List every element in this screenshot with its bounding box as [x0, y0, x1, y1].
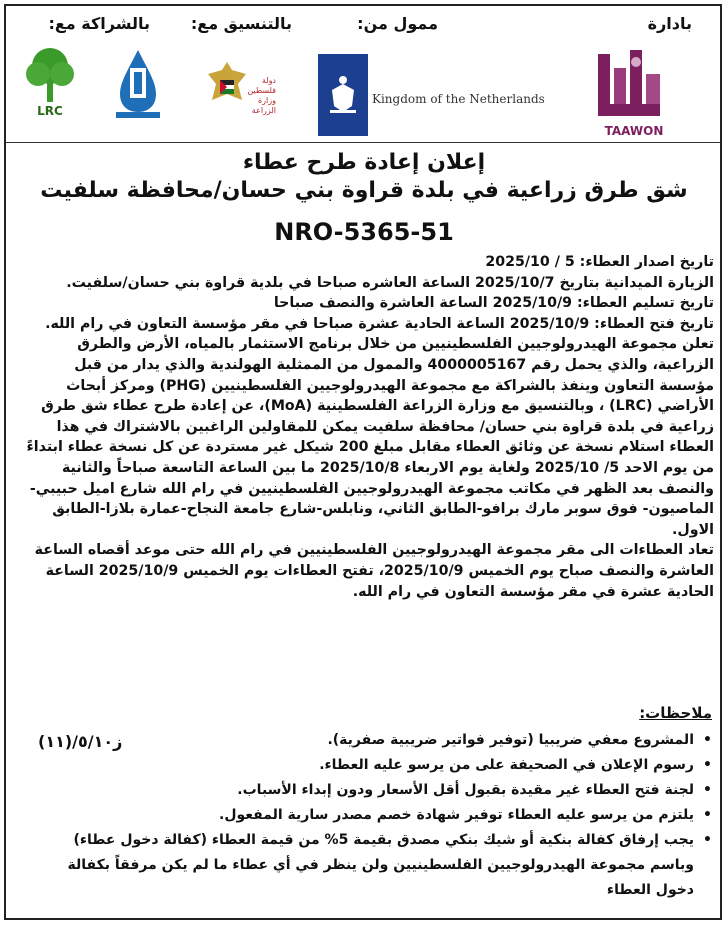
issue-date: تاريخ اصدار العطاء: 5 / 2025/10 — [485, 254, 714, 270]
logo-header — [6, 6, 720, 140]
taawon-logo-text: TAAWON — [604, 124, 664, 138]
header-divider — [6, 142, 720, 143]
submission-date: تاريخ تسليم العطاء: 2025/10/9 الساعة العاشرة والنصف صباحا — [273, 295, 714, 312]
project-title: شق طرق زراعية في بلدة قراوة بني حسان/محافظة سلفيت — [40, 178, 688, 203]
netherlands-text: Kingdom of the Netherlands — [372, 92, 545, 106]
coordination-label: بالتنسيق مع: — [190, 14, 292, 33]
opening-date: تاريخ فتح العطاء: 2025/10/9 الساعة الحادية عشرة صباحا في مقر مؤسسة التعاون في رام الله. — [45, 315, 714, 332]
netherlands-logo — [318, 54, 368, 136]
lrc-logo-text: LRC — [37, 104, 63, 118]
netherlands-coat-of-arms-icon — [318, 54, 368, 136]
note-item: • المشروع معفي ضريبيا (توفير فواتير ضريبية صفرية). — [114, 728, 714, 753]
note-item: • يجب إرفاق كفالة بنكية أو شيك بنكي مصدق بقيمة 5% من قيمة العطاء (كفالة دخول عطاء) وباسم مجموعة الهيدرولوجيين الفلسطينيين ولن ينظر في أي عطاء ما لم يكن مرفقاً بكفالة دخول العطاء — [54, 828, 714, 903]
managed-by-label: بادارة — [647, 14, 692, 33]
lrc-logo — [22, 44, 78, 104]
tender-reference: NRO-5365-51 — [274, 218, 454, 246]
note-item: • رسوم الإعلان في الصحيفة على من يرسو عليه العطاء. — [114, 753, 714, 778]
note-item: • لجنة فتح العطاء غير مقيدة بقبول أقل الأسعار ودون إبداء الأسباب. — [114, 778, 714, 803]
site-visit: الزيارة الميدانية بتاريخ 2025/10/7 الساعة العاشره صباحا في بلدية قراوة بني حسان/سلفيت. — [66, 274, 714, 291]
phg-logo — [110, 46, 166, 124]
note-item: • يلتزم من يرسو عليه العطاء توفير شهادة خصم مصدر سارية المفعول. — [114, 803, 714, 828]
moa-logo-text: دولة فلسطين وزارة الزراعة — [247, 76, 276, 115]
main-paragraph: تعلن مجموعة الهيدرولوجيين الفلسطينيين من خلال برنامج الاستثمار بالمياه، الأرض والطرق الزراعية، والذي يحمل رقم 4000005167 والممول من الممثلية الهولندية والذي يدار من قبل مؤسسة التعاون وينفذ بالشراكة مع مجموعة الهيدرولوجيين الفلسطينيين (PHG) ومركز أبحاث الأراضي (LRC) ، وبالتنسيق مع وزارة الزراعة الفلسطينية (MoA)، عن إعادة طرح عطاء شق طرق زراعية في بلدة قراوة بني حسان/ محافظة سلفيت يمكن للمقاولين الراغبين بالاشتراك في هذا العطاء استلام نسخة عن وثائق العطاء مقابل مبلغ 200 شيكل غير مستردة عن كل نسخة عطاء ابتداءً من يوم الاحد 5/ 2025/10 ولغاية يوم الاربعاء 2025/10/8 ما بين الساعة التاسعة صباحاً والثانية والنصف بعد الظهر في مكاتب مجموعة الهيدرولوجيين الفلسطينيين في رام الله شارع اميل حبيبي- الماصيون- فوق سوبر مارك برافو-الطابق الثاني، ونابلس-شارع جامعة النجاح-عمارة بلازا-الطابق الاول. — [26, 336, 714, 538]
return-paragraph: تعاد العطاءات الى مقر مجموعة الهيدرولوجيين الفلسطينيين في رام الله حتى موعد أقصاه الساعة العاشرة والنصف صباح يوم الخميس 2025/10/9، تفتح العطاءات يوم الخميس 2025/10/9 الساعة الحادية عشرة في مقر مؤسسة التعاون في رام الله. — [34, 542, 714, 600]
partnership-label: بالشراكة مع: — [48, 14, 150, 33]
tree-icon — [22, 44, 78, 104]
publication-code: ز٥/١٠/(١١) — [38, 732, 123, 751]
notes-heading: ملاحظات: — [639, 704, 712, 722]
announcement-title: إعلان إعادة طرح عطاء — [242, 150, 486, 175]
funded-by-label: ممول من: — [357, 14, 438, 33]
phg-water-drop-icon — [110, 46, 166, 124]
announcement-body — [16, 252, 714, 602]
